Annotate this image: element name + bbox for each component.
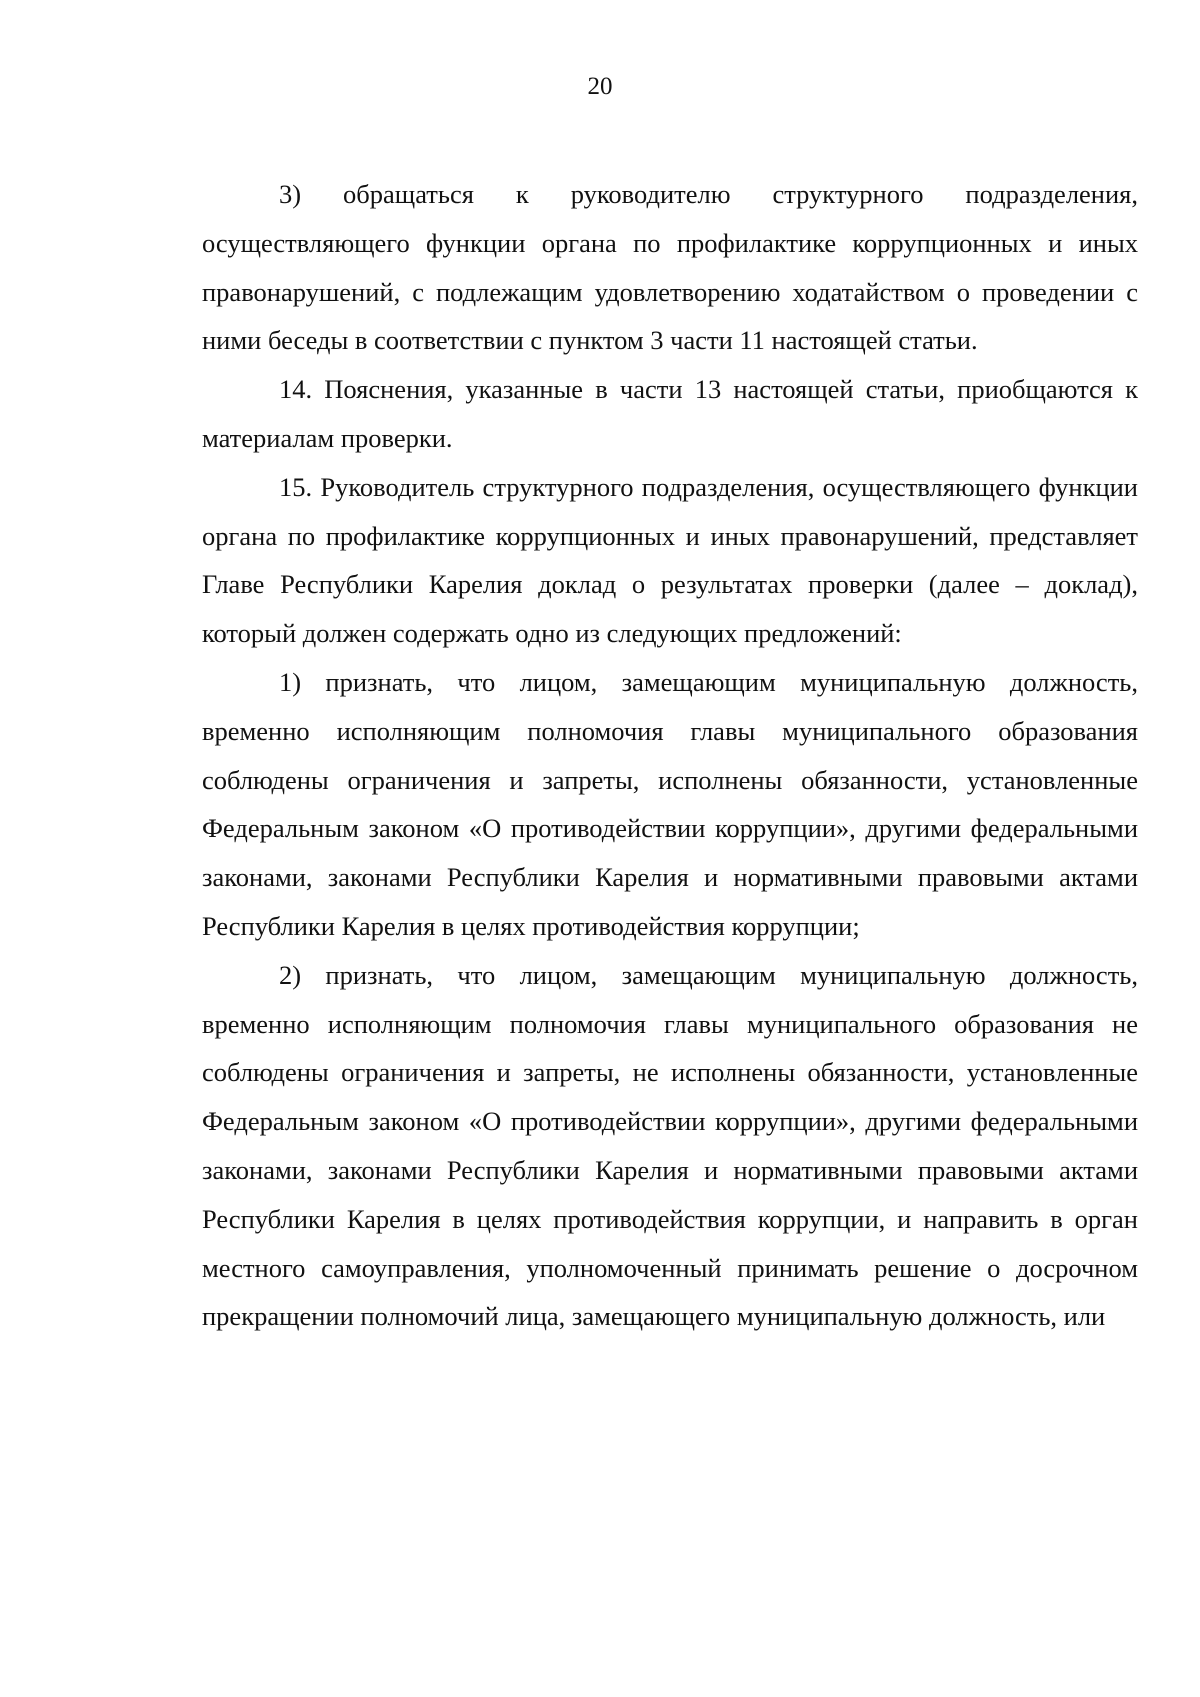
paragraph-item-3-request: 3) обращаться к руководителю структурного подразделения, осуществляющего функции органа по профилактике коррупционных и иных правонарушений, с подлежащим удовлетворению ходатайством о проведении с ними беседы в соответствии с пунктом 3 части 11 настоящей статьи.: [202, 179, 1138, 356]
paragraph-item-2-noncompliance: 2) признать, что лицом, замещающим муниципальную должность, временно исполняющим полномочия главы муниципального образования не соблюдены ограничения и запреты, не исполнены обязанности, установленные Федеральным законом «О противодействии коррупции», другими федеральными законами, законами Республики Карелия и нормативными правовыми актами Республики Карелия в целях противодействия коррупции, и направить в орган местного самоуправления, уполномоченный принимать решение о досрочном прекращении полномочий лица, замещающего муниципальную должность, или: [202, 959, 1138, 1332]
document-body: [202, 170, 1138, 1341]
paragraph-item-1-compliance: 1) признать, что лицом, замещающим муниципальную должность, временно исполняющим полномочия главы муниципального образования соблюдены ограничения и запреты, исполнены обязанности, установленные Федеральным законом «О противодействии коррупции», другими федеральными законами, законами Республики Карелия и нормативными правовыми актами Республики Карелия в целях противодействия коррупции;: [202, 666, 1138, 941]
paragraph-14-explanations: 14. Пояснения, указанные в части 13 настоящей статьи, приобщаются к материалам проверки.: [202, 374, 1138, 453]
paragraph-15-report: 15. Руководитель структурного подразделения, осуществляющего функции органа по профилактике коррупционных и иных правонарушений, представляет Главе Республики Карелия доклад о результатах проверки (далее – доклад), который должен содержать одно из следующих предложений:: [202, 471, 1138, 649]
page-number: 20: [587, 73, 613, 100]
